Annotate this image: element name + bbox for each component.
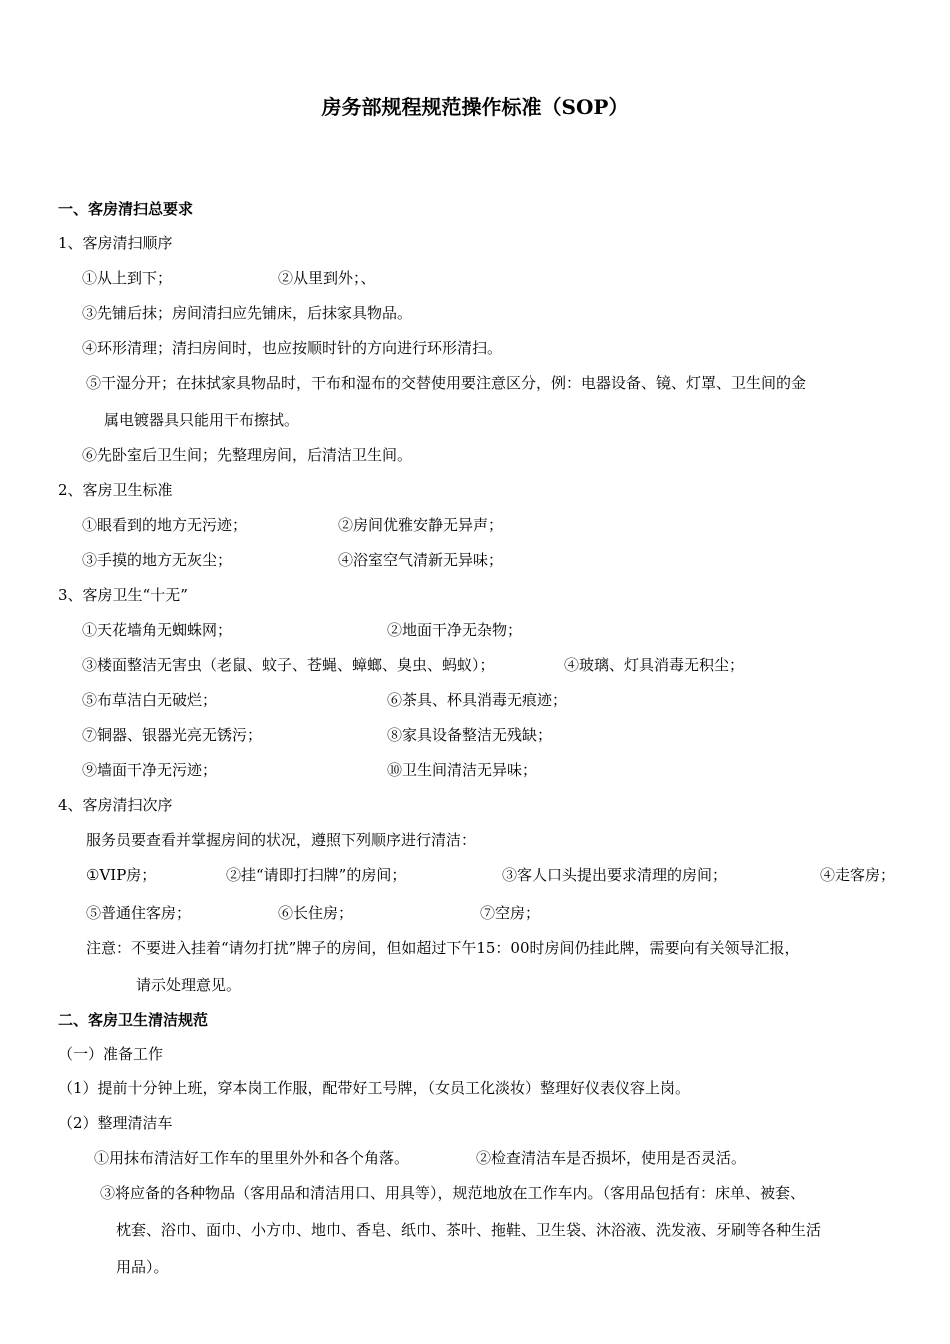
list-item: ③楼面整洁无害虫（老鼠、蚊子、苍蝇、蟑螂、臭虫、蚂蚁）； [82,656,495,674]
list-item-continued: 枕套、浴巾、面巾、小方巾、地巾、香皂、纸巾、茶叶、拖鞋、卫生袋、沐浴液、洗发液、牙刷等各种生活 [116,1221,822,1239]
list-item: ⑦空房； [480,904,541,922]
list-item: ⑥长住房； [278,904,354,922]
paragraph: （1）提前十分钟上班，穿本岗工作服，配带好工号牌，（女员工化淡妆）整理好仪表仪容上岗。 [58,1079,691,1097]
list-item-continued: 属电镀器具只能用干布擦拭。 [104,411,300,429]
list-item: ⑩卫生间清洁无异味； [387,761,538,779]
list-item: ⑧家具设备整洁无残缺； [387,726,553,744]
list-item: ⑥茶具、杯具消毒无痕迹； [387,691,568,709]
list-item: ⑦铜器、银器光亮无锈污； [82,726,263,744]
subheading-preparation: （一）准备工作 [58,1045,164,1063]
list-item: ③客人口头提出要求清理的房间； [502,866,728,884]
note-continued: 请示处理意见。 [136,976,242,994]
paragraph: 服务员要查看并掌握房间的状况，遵照下列顺序进行清洁： [86,831,477,849]
list-item: ①用抹布清洁好工作车的里里外外和各个角落。 [94,1149,410,1167]
list-item: ④浴室空气清新无异味； [338,551,504,569]
section-heading-1: 一、客房清扫总要求 [58,200,194,218]
list-item: ⑥先卧室后卫生间；先整理房间，后清洁卫生间。 [82,446,413,464]
list-item: ②从里到外；、 [278,269,376,287]
subheading-hygiene-standard: 2、客房卫生标准 [58,481,173,499]
subheading-ten-nos: 3、客房卫生“十无” [58,586,188,604]
list-item: ④环形清理；清扫房间时，也应按顺时针的方向进行环形清扫。 [82,339,503,357]
page-title: 房务部规程规范操作标准（SOP） [321,95,629,119]
list-item: ④玻璃、灯具消毒无积尘； [564,656,745,674]
list-item: ②检查清洁车是否损坏，使用是否灵活。 [476,1149,747,1167]
paragraph: （2）整理清洁车 [58,1114,173,1132]
list-item: ③先铺后抹；房间清扫应先铺床，后抹家具物品。 [82,304,413,322]
list-item: ①VIP房； [86,866,157,884]
subheading-cleaning-sequence: 4、客房清扫次序 [58,796,173,814]
list-item: ①从上到下； [82,269,173,287]
list-item: ②挂“请即打扫牌”的房间； [226,866,407,884]
subheading-cleaning-order: 1、客房清扫顺序 [58,234,173,252]
list-item: ⑤布草洁白无破烂； [82,691,218,709]
section-heading-2: 二、客房卫生清洁规范 [58,1011,209,1029]
list-item: ④走客房； [820,866,896,884]
list-item: ⑤普通住客房； [86,904,192,922]
list-item: ①天花墙角无蜘蛛网； [82,621,233,639]
list-item: ①眼看到的地方无污迹； [82,516,248,534]
note: 注意：不要进入挂着“请勿打扰”牌子的房间，但如超过下午15：00时房间仍挂此牌，需要向有关领导汇报， [86,939,800,957]
list-item: ⑨墙面干净无污迹； [82,761,218,779]
list-item: ②房间优雅安静无异声； [338,516,504,534]
list-item: ③手摸的地方无灰尘； [82,551,233,569]
list-item: ③将应备的各种物品（客用品和清洁用口、用具等），规范地放在工作车内。（客用品包括有：床单、被套、 [100,1184,806,1202]
list-item: ⑤干湿分开；在抹拭家具物品时，干布和湿布的交替使用要注意区分，例：电器设备、镜、灯罩、卫生间的金 [86,374,807,392]
list-item-continued: 用品）。 [116,1258,169,1276]
list-item: ②地面干净无杂物； [387,621,523,639]
